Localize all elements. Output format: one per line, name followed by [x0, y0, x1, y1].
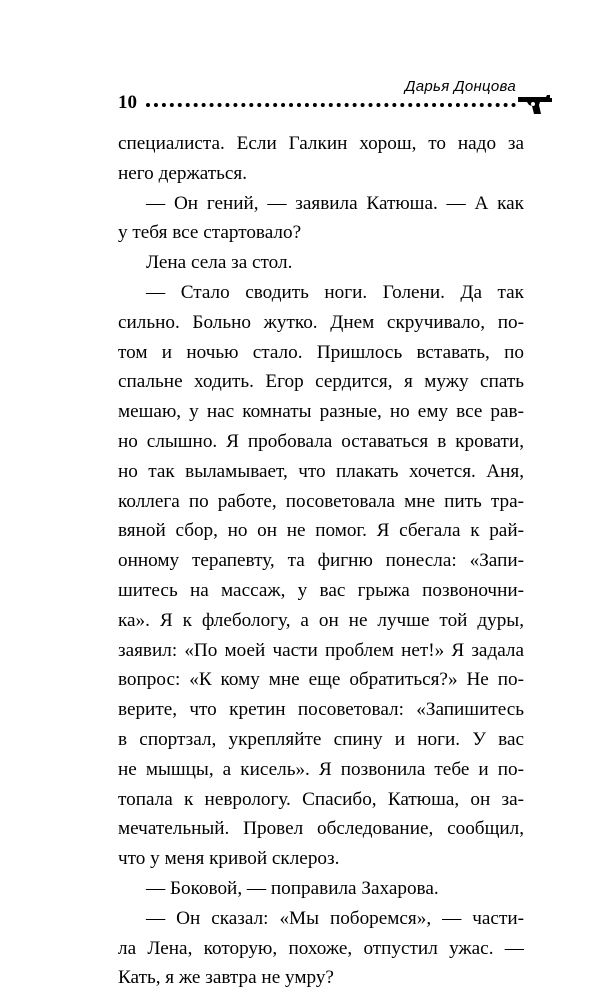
text-line: Кать, я же завтра не умру? — [118, 967, 334, 989]
text-line: мешаю, у нас комнаты разные, но ему все рав- — [118, 401, 524, 423]
text-line: в спортзал, укрепляйте спину и ноги. У вас — [118, 728, 524, 750]
text-line: заявил: «По моей части проблем нет!» Я задала — [118, 639, 524, 661]
text-line: топала к неврологу. Спасибо, Катюша, он за- — [118, 788, 524, 810]
text-line: — Стало сводить ноги. Голени. Да так — [146, 281, 524, 303]
text-line: него держаться. — [118, 162, 247, 184]
running-header — [118, 78, 554, 118]
text-line: ла Лена, которую, похоже, отпустил ужас. — — [118, 937, 524, 959]
revolver-icon — [516, 93, 554, 115]
text-line: вопрос: «К кому мне еще обратиться?» Не по- — [118, 669, 524, 691]
text-line: онному терапевту, та фигню понесла: «Запи- — [118, 550, 524, 572]
dotted-leader — [146, 103, 516, 107]
text-line: шитесь на массаж, у вас грыжа позвоночни- — [118, 579, 524, 601]
text-line: коллега по работе, посоветовала мне пить тра- — [118, 490, 524, 512]
text-line: не мышцы, а кисель». Я позвонила тебе и по- — [118, 758, 524, 780]
body-text — [118, 129, 524, 993]
text-line: мечательный. Провел обследование, сообщил, — [118, 818, 524, 840]
text-line: у тебя все стартовало? — [118, 222, 302, 244]
text-line: том и ночью стало. Пришлось вставать, по — [118, 341, 524, 363]
text-line: но слышно. Я пробовала оставаться в кровати, — [118, 430, 524, 452]
page-number: 10 — [118, 92, 137, 113]
text-line: ка». Я к флебологу, а он не лучше той дуры, — [118, 609, 524, 631]
text-line: спальне ходить. Егор сердится, я мужу спать — [118, 371, 524, 393]
text-line: что у меня кривой склероз. — [118, 848, 340, 870]
text-line: но так выламывает, что плакать хочется. Аня, — [118, 460, 524, 482]
text-line: — Он гений, — заявила Катюша. — А как — [146, 192, 524, 214]
text-line: Лена села за стол. — [146, 252, 293, 274]
author-name: Дарья Донцова — [404, 78, 516, 95]
text-line: — Он сказал: «Мы поборемся», — части- — [146, 907, 524, 929]
text-line: вяной сбор, но он не помог. Я сбегала к рай- — [118, 520, 524, 542]
text-line: верите, что кретин посоветовал: «Запишитесь — [118, 699, 524, 721]
text-line: специалиста. Если Галкин хорош, то надо за — [118, 133, 524, 154]
text-line: сильно. Больно жутко. Днем скручивало, по- — [118, 311, 524, 333]
text-line: — Боковой, — поправила Захарова. — [146, 877, 439, 899]
